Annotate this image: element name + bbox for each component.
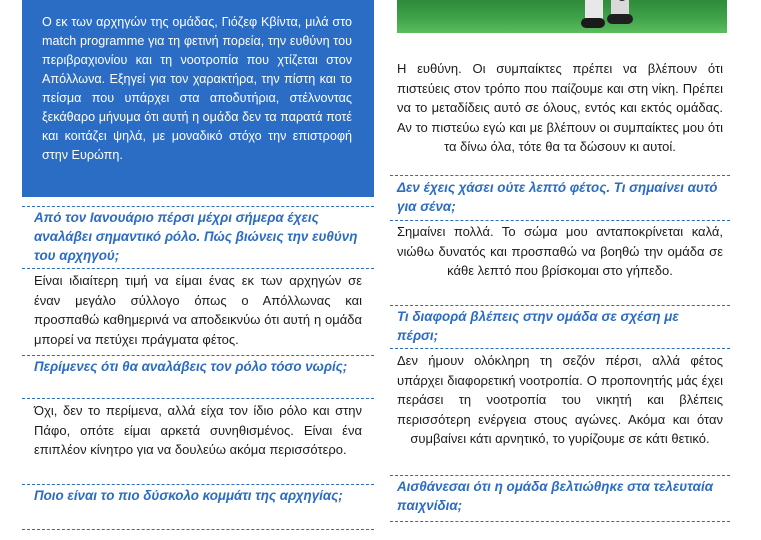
question-4: Δεν έχεις χάσει ούτε λεπτό φέτος. Τι σημαίνει αυτό για σένα; [397, 180, 718, 214]
divider [390, 220, 730, 221]
divider [22, 529, 374, 530]
divider [390, 175, 730, 176]
answer-0: Η ευθύνη. Οι συμπαίκτες πρέπει να βλέπουν ότι πιστεύεις στον τρόπο που παίζουμε και στη νίκη. Πρέπει να το μεταδίδεις αυτό σε όλους, εντός και εκτός ομάδας. Αν το πιστεύω εγώ και με βλέπουν οι συμπαίκτες μου ότι τα δίνω όλα, τότε θα τα δώσουν κι αυτοί. [397, 61, 723, 155]
intro-box [22, 0, 374, 197]
intro-text: Ο εκ των αρχηγών της ομάδας, Γιόζεφ Κβίντα, μιλά στο match programme για τη φετινή πορεία, την ευθύνη του περιβραχιονίου και τη νοοτροπία που χτίζεται στον Απόλλωνα. Εξηγεί για τον χαρακτήρα, την πίστη και το πείσμα που υπάρχει στα αποδυτήρια, στέλνοντας ξεκάθαρο μήνυμα ότι αυτή η ομάδα δεν τα παρατά ποτέ και κοιτάζει ψηλά, με μοναδικό στόχο την επιστροφή στην Ευρώπη. [42, 15, 352, 162]
divider [22, 398, 374, 399]
divider [390, 348, 730, 349]
divider [390, 305, 730, 306]
divider [390, 521, 730, 522]
question-3: Ποιο είναι το πιο δύσκολο κομμάτι της αρχηγίας; [34, 488, 343, 503]
question-5: Τι διαφορά βλέπεις στην ομάδα σε σχέση με πέρσι; [397, 309, 679, 343]
divider [22, 484, 374, 485]
answer-1: Είναι ιδιαίτερη τιμή να είμαι ένας εκ των αρχηγών σε έναν μεγάλο σύλλογο όπως ο Απόλλωνας και προσπαθώ καθημερινά να αποδεικνύω ότι αυτή η ομάδα μπορεί να πετύχει πράγματα φέτος. [34, 273, 362, 347]
player-photo [397, 0, 727, 33]
answer-5: Δεν ήμουν ολόκληρη τη σεζόν πέρσι, αλλά φέτος υπάρχει διαφορετική νοοτροπία. Ο προπονητής μάς έχει περάσει τη νοοτροπία του νικητή και βλέπεις περισσότερη ενέργεια στους αγώνες. Ακόμα και όταν συμβαίνει κάτι αρνητικό, το γυρίζουμε σε κάτι θετικό. [397, 353, 723, 447]
divider [22, 268, 374, 269]
divider [22, 206, 374, 207]
answer-4: Σημαίνει πολλά. Το σώμα μου ανταποκρίνεται καλά, νιώθω δυνατός και προσπαθώ να βοηθώ την ομάδα σε κάθε λεπτό που βρίσκομαι στο γήπεδο. [397, 224, 723, 279]
question-6: Αισθάνεσαι ότι η ομάδα βελτιώθηκε στα τελευταία παιχνίδια; [397, 479, 714, 513]
divider [22, 355, 374, 356]
question-1: Από τον Ιανουάριο πέρσι μέχρι σήμερα έχεις αναλάβει σημαντικό ρόλο. Πώς βιώνεις την ευθύνη του αρχηγού; [34, 210, 358, 263]
question-2: Περίμενες ότι θα αναλάβεις τον ρόλο τόσο νωρίς; [34, 359, 348, 374]
divider [390, 475, 730, 476]
answer-2: Όχι, δεν το περίμενα, αλλά είχα τον ίδιο ρόλο και στην Πάφο, οπότε είμαι αρκετά συνηθισμένος. Είναι ένα επιπλέον κίνητρο για να δουλεύω ακόμα περισσότερο. [34, 403, 362, 458]
